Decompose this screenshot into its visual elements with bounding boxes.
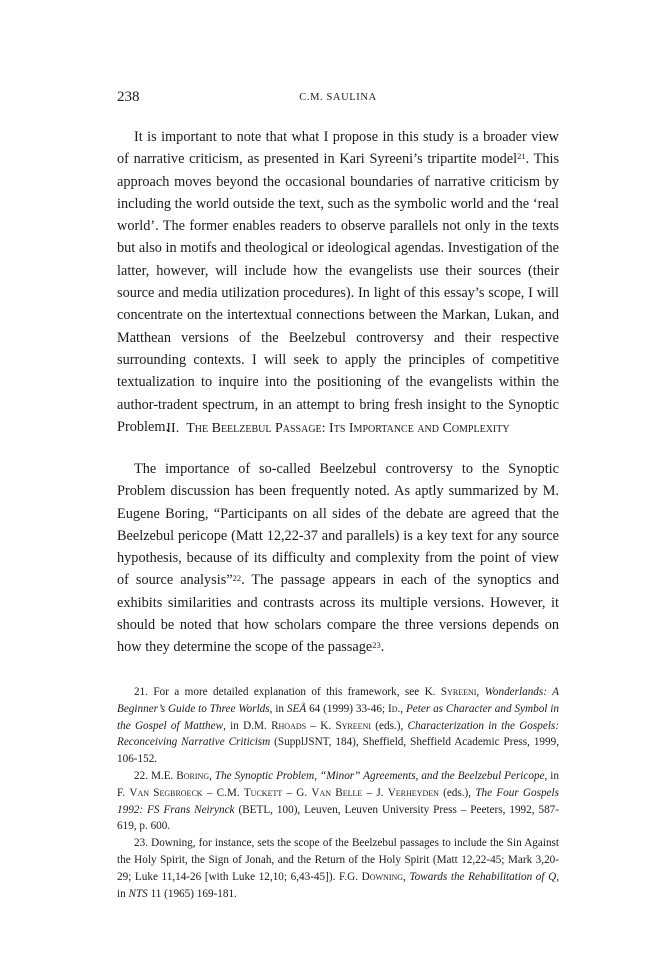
footnote-text: (eds.), — [371, 719, 408, 732]
footnote-ref-21[interactable]: 21 — [517, 151, 526, 162]
footnote-text: (BETL, 100), Leuven, Leuven University Press – Peeters, 1992, 587-619, p. 600. — [117, 803, 559, 833]
paragraph-intro — [117, 126, 559, 438]
footnote-text: , — [476, 686, 485, 698]
footnote-text: 11 (1965) 169-181. — [147, 887, 237, 900]
running-head: C.M. SAULINA — [299, 92, 377, 103]
paragraph-text: It is important to note that what I propose in this study is a broader view of narrative criticism, as presented in Kari Syreeni’s tripartite model — [117, 129, 559, 168]
footnote-ref-22[interactable]: 22 — [232, 572, 242, 583]
section-number: II. — [166, 421, 180, 436]
work-title: Towards the Rehabilitation of Q — [409, 870, 557, 883]
footnote-text: – K. — [306, 719, 336, 732]
work-title: Characterization in the Gospels: Reconceiving Narrative Criticism — [117, 719, 560, 749]
footnote-text: , in — [269, 702, 287, 715]
author-name: Verheyden — [387, 786, 439, 799]
footnote-text: , in — [117, 870, 559, 900]
section-heading — [117, 421, 559, 437]
work-title: Peter as Character and Symbol in the Gospel of Matthew — [117, 702, 559, 732]
page-header — [117, 89, 559, 109]
footnote-ref-23[interactable]: 23 — [372, 639, 381, 650]
author-name: Id — [387, 702, 398, 715]
author-name: Syreeni — [335, 719, 371, 732]
work-title: Wonderlands: A Beginner’s Guide to Three Worlds — [117, 686, 559, 715]
footnote-text: (SupplJSNT, 184), Sheffield, Sheffield Academic Press, 1999, 106-152. — [117, 736, 559, 766]
footnote-text: 21. For a more detailed explanation of this framework, see K. — [134, 686, 441, 698]
book-page — [117, 0, 559, 975]
paragraph-text: . The passage appears in each of the synoptics and exhibits similarities and contrasts across its multiple versions. However, it should be noted that how scholars compare the three versions depends on how they determine the scope of the passage — [117, 572, 559, 656]
footnote-21 — [117, 684, 559, 768]
journal-title: SEÅ — [286, 702, 307, 715]
paragraph-beelzebul — [117, 458, 559, 659]
footnotes — [117, 684, 559, 902]
footnote-text: 23. Downing, for instance, sets the scope of the Beelzebul passages to include the Sin Against the Holy Spirit, the Sign of Jonah, and the Return of the Holy Spirit (Matt 12,22-45; Mark 3,20-29; Luke 11,14-26 [with Luke 12,10; 6,43-45]). F.G. — [117, 837, 559, 883]
paragraph-text: . — [380, 639, 385, 656]
page-number: 238 — [117, 89, 140, 105]
footnote-22 — [117, 768, 559, 835]
footnote-text: , in D.M. — [223, 719, 272, 732]
work-title: The Four Gospels 1992: FS Frans Neirynck — [117, 786, 559, 816]
footnote-text: 22. M.E. — [134, 769, 177, 782]
author-name: Downing — [361, 870, 404, 883]
footnote-text: (eds.), — [438, 786, 476, 799]
footnote-text: , — [209, 769, 215, 782]
work-title: The Synoptic Problem, “Minor” Agreements, and the Beelzebul Pericope — [214, 769, 545, 782]
footnote-text: 64 (1999) 33-46; — [306, 702, 388, 715]
author-name: Tuckett — [243, 786, 283, 799]
footnote-23 — [117, 835, 559, 902]
paragraph-text: The importance of so-called Beelzebul controversy to the Synoptic Problem discussion has been frequently noted. As aptly summarized by M. Eugene Boring, “Participants on all sides of the debate are agreed that the Beelzebul pericope (Matt 12,22-37 and parallels) is a key text for any source hypothesis, because of its difficulty and complexity from the point of view of source analysis” — [117, 461, 559, 589]
paragraph-text: . This approach moves beyond the occasional boundaries of narrative criticism by including the world outside the text, such as the symbolic world and the ‘real world’. The former enables readers to observe parallels not only in the texts but also in motifs and theological or ideological agendas. Investigation of the latter, however, will include how the evangelists use their sources (their source and media utilization procedures). In light of this essay’s scope, I will concentrate on the intertextual connections between the Markan, Lukan, and Matthean versions of the Beelzebul controversy and their respective surrounding contexts. I will seek to apply the principles of competitive textualization to inquire into the positioning of the evangelists within the author-tradent spectrum, in an attempt to bring fresh insight to the Synoptic Problem. — [117, 151, 560, 435]
footnote-text: , — [403, 870, 410, 883]
footnote-text: – C.M. — [202, 786, 244, 799]
author-name: Rhoads — [271, 719, 307, 732]
footnote-text: – J. — [362, 786, 388, 799]
journal-title: NTS — [128, 887, 148, 900]
footnote-text: – G. — [282, 786, 312, 799]
author-name: Boring — [176, 769, 210, 782]
footnote-text: , in F. — [117, 769, 560, 799]
author-name: Syreeni — [440, 686, 477, 698]
footnote-text: ., — [397, 702, 406, 715]
author-name: Van Segbroeck — [129, 786, 203, 799]
section-title: The Beelzebul Passage: Its Importance and Complexity — [186, 421, 510, 436]
author-name: Van Belle — [311, 786, 363, 799]
